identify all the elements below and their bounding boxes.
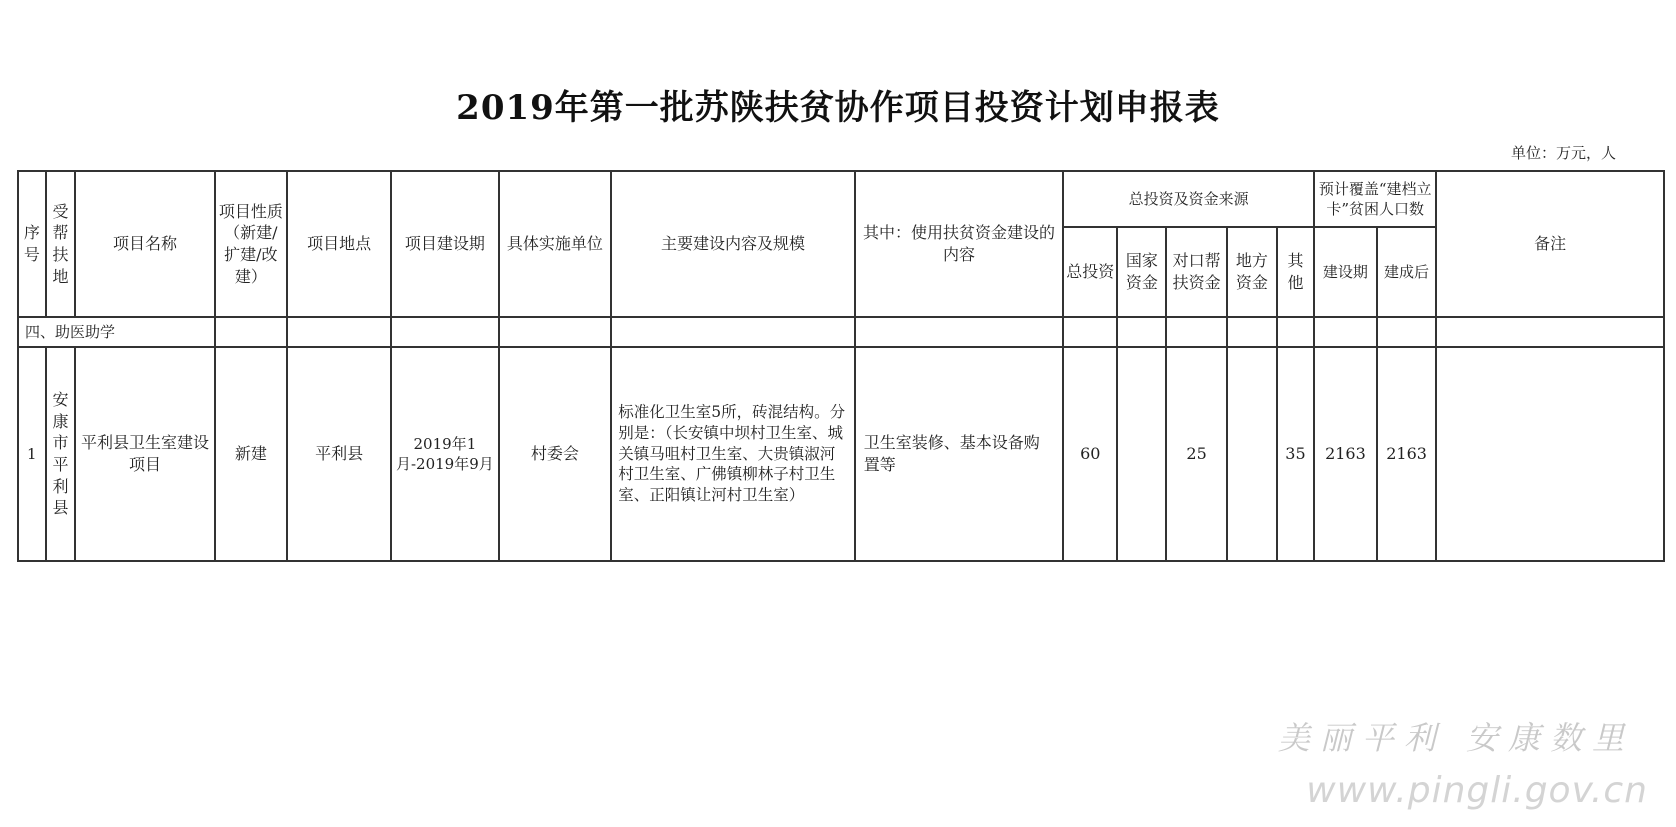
header-row-1 bbox=[18, 171, 1664, 227]
cell-project-name: 平利县卫生室建设项目 bbox=[75, 347, 214, 561]
header-location: 项目地点 bbox=[287, 171, 391, 317]
header-investment-group: 总投资及资金来源 bbox=[1063, 171, 1314, 227]
cell-nature: 新建 bbox=[215, 347, 287, 561]
cell-poverty-fund-use: 卫生室装修、基本设备购置等 bbox=[855, 347, 1063, 561]
header-total-investment: 总投资 bbox=[1063, 227, 1117, 317]
header-poverty-fund-use: 其中：使用扶贫资金建设的内容 bbox=[855, 171, 1063, 317]
document-title: 2019年第一批苏陕扶贫协作项目投资计划申报表 bbox=[456, 88, 1220, 128]
section-cell bbox=[391, 317, 498, 347]
section-label: 四、助医助学 bbox=[18, 317, 215, 347]
section-cell bbox=[855, 317, 1063, 347]
cell-period: 2019年1月-2019年9月 bbox=[391, 347, 498, 561]
cell-during-construction: 2163 bbox=[1314, 347, 1377, 561]
header-paired-fund: 对口帮扶资金 bbox=[1166, 227, 1227, 317]
cell-total-investment: 60 bbox=[1063, 347, 1117, 561]
header-construction-content: 主要建设内容及规模 bbox=[611, 171, 854, 317]
cell-national-fund bbox=[1117, 347, 1166, 561]
section-cell bbox=[1227, 317, 1277, 347]
cell-after-construction: 2163 bbox=[1377, 347, 1437, 561]
section-cell bbox=[1063, 317, 1117, 347]
section-cell bbox=[1166, 317, 1227, 347]
section-cell bbox=[611, 317, 854, 347]
section-cell bbox=[1117, 317, 1166, 347]
cell-implementing-unit: 村委会 bbox=[499, 347, 612, 561]
header-region: 受帮扶地 bbox=[46, 171, 76, 317]
header-other-fund: 其他 bbox=[1277, 227, 1314, 317]
header-after-construction: 建成后 bbox=[1377, 227, 1437, 317]
watermark-slogan: 美丽平利 安康数里 bbox=[1277, 719, 1634, 757]
header-during-construction: 建设期 bbox=[1314, 227, 1377, 317]
header-implementing-unit: 具体实施单位 bbox=[499, 171, 612, 317]
header-national-fund: 国家资金 bbox=[1117, 227, 1166, 317]
table-row bbox=[18, 347, 1664, 561]
unit-note: 单位：万元，人 bbox=[1510, 144, 1616, 162]
header-coverage-group: 预计覆盖“建档立卡”贫困人口数 bbox=[1314, 171, 1436, 227]
header-period: 项目建设期 bbox=[391, 171, 498, 317]
cell-construction-content: 标准化卫生室5所，砖混结构。分别是：（长安镇中坝村卫生室、城关镇马咀村卫生室、大贵镇淑河村卫生室、广佛镇柳林子村卫生室、正阳镇让河村卫生室） bbox=[611, 347, 854, 561]
cell-local-fund bbox=[1227, 347, 1277, 561]
section-cell bbox=[1277, 317, 1314, 347]
cell-seq: 1 bbox=[18, 347, 46, 561]
cell-region: 安康市平利县 bbox=[46, 347, 76, 561]
watermark-url: www.pingli.gov.cn bbox=[1306, 770, 1648, 811]
cell-other-fund: 35 bbox=[1277, 347, 1314, 561]
section-cell bbox=[215, 317, 287, 347]
header-local-fund: 地方资金 bbox=[1227, 227, 1277, 317]
section-cell bbox=[1436, 317, 1664, 347]
cell-paired-fund: 25 bbox=[1166, 347, 1227, 561]
section-cell bbox=[1314, 317, 1377, 347]
header-project-nature: 项目性质（新建/扩建/改建） bbox=[215, 171, 287, 317]
header-project-name: 项目名称 bbox=[75, 171, 214, 317]
cell-location: 平利县 bbox=[287, 347, 391, 561]
header-seq: 序号 bbox=[18, 171, 46, 317]
cell-remarks bbox=[1436, 347, 1664, 561]
section-cell bbox=[287, 317, 391, 347]
header-remarks: 备注 bbox=[1436, 171, 1664, 317]
section-cell bbox=[499, 317, 612, 347]
section-cell bbox=[1377, 317, 1437, 347]
section-row bbox=[18, 317, 1664, 347]
investment-plan-table bbox=[17, 170, 1665, 562]
